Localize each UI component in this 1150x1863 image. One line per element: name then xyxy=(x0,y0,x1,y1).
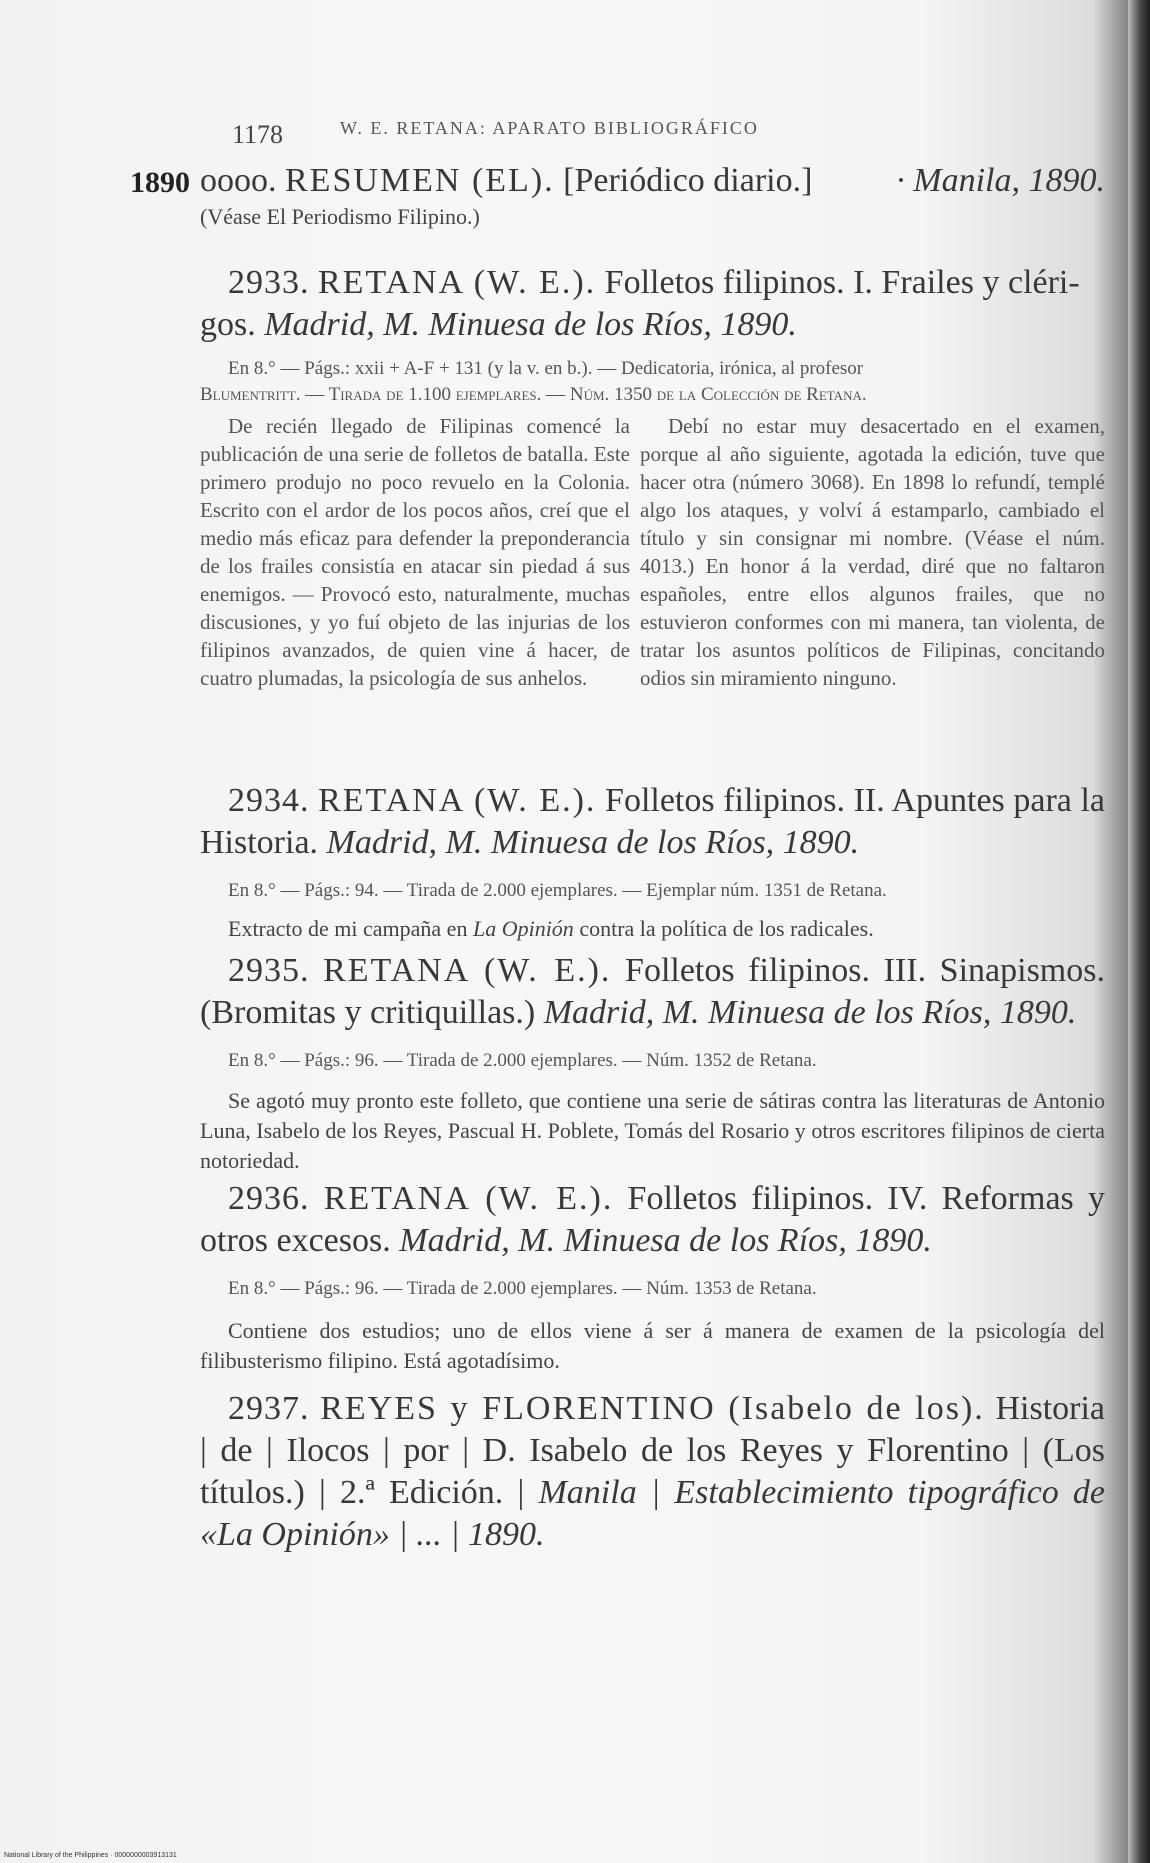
page-number: 1178 xyxy=(232,120,284,149)
entry-title-cont: gos. xyxy=(200,306,256,343)
entry-title: [Periódico diario.] xyxy=(563,162,813,199)
entry-physical-description-2: Blumentritt. — Tirada de 1.100 ejemplares. — Núm. 1350 de la Colección de Retana. xyxy=(200,384,867,405)
entry-title: Folletos filipinos. I. Frailes y cléri- xyxy=(604,264,1080,301)
entry-note xyxy=(200,914,1105,944)
entry-heading xyxy=(200,1178,1105,1262)
entry-2934 xyxy=(200,780,1105,944)
running-head: W. E. RETANA: APARATO BIBLIOGRÁFICO xyxy=(340,118,759,138)
entry-title: Folletos filipinos. III. Sinapismos. (Bromitas y critiquillas.) xyxy=(200,952,1105,1031)
entry-heading xyxy=(200,950,1105,1034)
entry-heading xyxy=(200,262,1105,346)
entry-imprint: Madrid, M. Minuesa de los Ríos, 1890. xyxy=(543,994,1077,1031)
entry-author: REYES y FLORENTINO (Isabelo de los). xyxy=(320,1390,985,1427)
entry-physical-description: En 8.° — Págs.: 94. — Tirada de 2.000 ejemplares. — Ejemplar núm. 1351 de Retana. xyxy=(228,880,887,901)
entry-number: oooo. xyxy=(200,162,277,199)
entry-number: 2933. xyxy=(228,264,310,301)
entry-2937 xyxy=(200,1388,1105,1556)
entry-author: RETANA (W. E.). xyxy=(318,264,597,301)
entry-note: Contiene dos estudios; uno de ellos viene á ser á manera de examen de la psicología del filibusterismo filipino. Está agotadísimo. xyxy=(200,1318,1105,1373)
entry-author: RETANA (W. E.). xyxy=(318,782,597,819)
entry-2933-note-right: Debí no estar muy desacertado en el examen, porque al año siguiente, agotada la edición, tuve que hacer otra (número 3068). En 1898 lo refundí, templé algo los ataques, y volví á estamparlo, cambiado el título y sin consignar mi nombre. (Véase el núm. 4013.) En honor á la verdad, diré que no faltaron españoles, entre ellos algunos frailes, que no estuvieron conformes con mi manera, tan violenta, de tratar los asuntos políticos de Filipinas, concitando odios sin miramiento ninguno. xyxy=(640,414,1105,690)
entry-physical-description: En 8.° — Págs.: 96. — Tirada de 2.000 ejemplares. — Núm. 1352 de Retana. xyxy=(228,1050,817,1071)
entry-author: RETANA (W. E.). xyxy=(323,952,612,989)
entry-note-journal: La Opinión xyxy=(472,916,574,941)
entry-resumen xyxy=(200,160,1105,232)
entry-note: (Véase El Periodismo Filipino.) xyxy=(200,204,480,229)
scan-footer: National Library of the Philippines · 0000000003913131 xyxy=(4,1852,177,1859)
entry-heading xyxy=(200,160,1105,202)
entry-number: 2936. xyxy=(228,1180,310,1217)
entry-imprint: Madrid, M. Minuesa de los Ríos, 1890. xyxy=(399,1222,932,1259)
entry-note-text-end: contra la política de los radicales. xyxy=(573,916,874,941)
entry-author: RESUMEN (EL). xyxy=(285,162,555,199)
entry-imprint: Madrid, M. Minuesa de los Ríos, 1890. xyxy=(264,306,797,343)
margin-year: 1890 xyxy=(130,166,190,199)
entry-physical-description: En 8.° — Págs.: 96. — Tirada de 2.000 ejemplares. — Núm. 1353 de Retana. xyxy=(228,1278,817,1299)
entry-author: RETANA (W. E.). xyxy=(323,1180,614,1217)
entry-imprint: · Manila, 1890. xyxy=(896,162,1105,199)
entry-2933-note-left: De recién llegado de Filipinas comencé la publicación de una serie de folletos de batalla. Este primero produjo no poco revuelo en la Colonia. Escrito con el ardor de los pocos años, creí que el medio más eficaz para defender la preponderancia de los frailes consistía en atacar sin piedad á sus enemigos. — Provocó esto, naturalmente, muchas discusiones, y yo fuí objeto de las injurias de los filipinos avanzados, de quien vine á hacer, de cuatro plumadas, la psicología de sus anhelos. xyxy=(200,414,630,690)
entry-title: Folletos filipinos. II. Apuntes para la Historia. xyxy=(200,782,1106,861)
entry-physical-description: En 8.° — Págs.: xxii + A-F + 131 (y la v. en b.). — Dedicatoria, irónica, al profesor xyxy=(228,358,864,379)
entry-note: Se agotó muy pronto este folleto, que contiene una serie de sátiras contra las literaturas de Antonio Luna, Isabelo de los Reyes, Pascual H. Poblete, Tomás del Rosario y otros escritores filipinos de cierta notoriedad. xyxy=(200,1088,1105,1173)
page-gutter-shadow xyxy=(1128,0,1150,1863)
entry-2933 xyxy=(200,262,1105,408)
entry-number: 2937. xyxy=(228,1390,310,1427)
entry-title: Folletos filipinos. IV. Reformas y otros excesos. xyxy=(200,1180,1105,1259)
entry-heading xyxy=(200,1388,1105,1556)
entry-number: 2935. xyxy=(228,952,310,989)
entry-2936 xyxy=(200,1178,1105,1376)
entry-title: Historia | de | Ilocos | por | D. Isabelo de los Reyes y Florentino | (Los títulos.) | 2.ª Edición. | xyxy=(200,1390,1106,1511)
entry-number: 2934. xyxy=(228,782,310,819)
entry-imprint: Manila | Establecimiento tipográfico de «La Opinión» | ... | 1890. xyxy=(200,1474,1106,1553)
entry-note-text: Extracto de mi campaña en xyxy=(228,916,473,941)
entry-imprint: Madrid, M. Minuesa de los Ríos, 1890. xyxy=(326,824,860,861)
entry-2935 xyxy=(200,950,1105,1176)
entry-heading xyxy=(200,780,1105,864)
